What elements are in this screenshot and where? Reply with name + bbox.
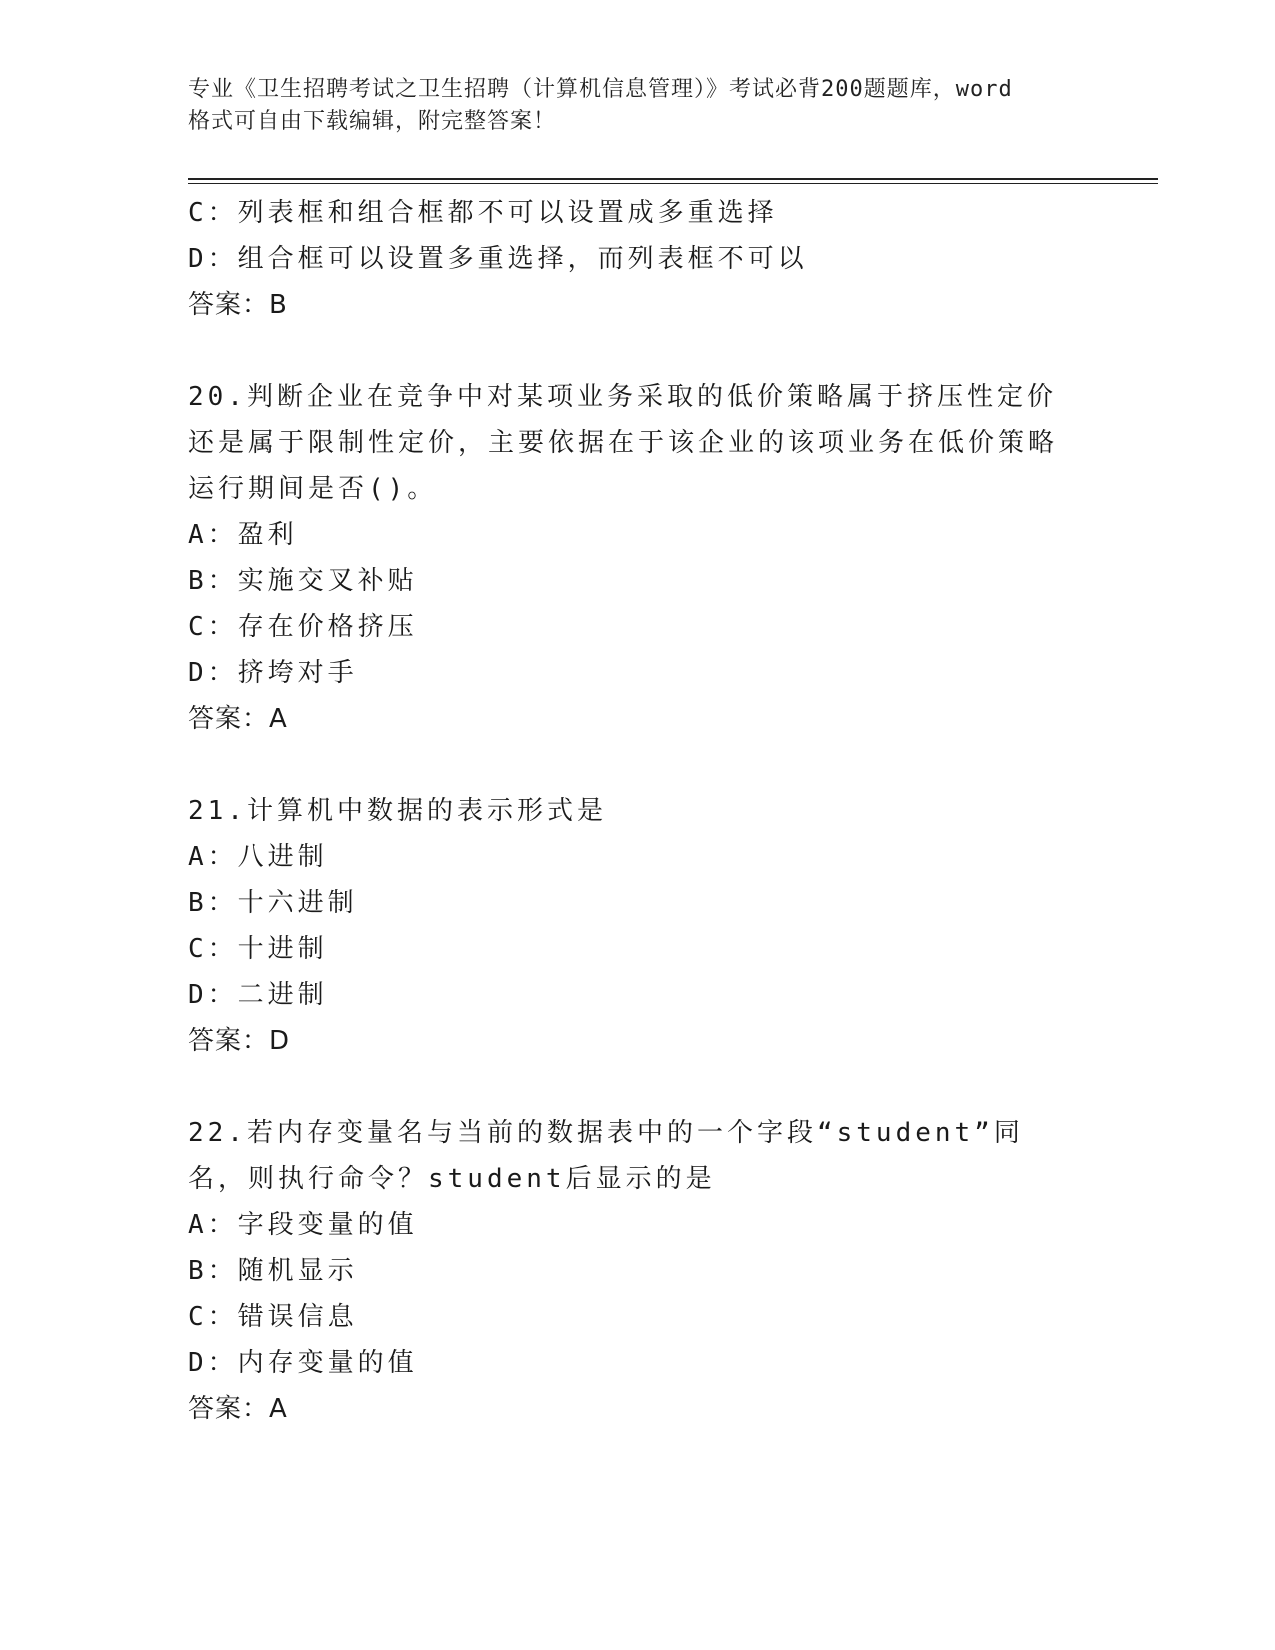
question-19-tail [188, 190, 1088, 328]
question-text: 22.若内存变量名与当前的数据表中的一个字段“student”同名，则执行命令？student后显示的是 [188, 1118, 1024, 1194]
option-b: B：实施交叉补贴 [188, 566, 418, 596]
question-21 [188, 788, 1088, 1064]
header-divider-thin [188, 183, 1158, 184]
option-d: D：组合框可以设置多重选择，而列表框不可以 [188, 244, 808, 274]
spacer [188, 1064, 1088, 1110]
question-text: 21.计算机中数据的表示形式是 [188, 796, 607, 826]
question-22 [188, 1110, 1088, 1432]
question-list [188, 190, 1088, 1432]
option-c: C：错误信息 [188, 1302, 358, 1332]
option-c: C：列表框和组合框都不可以设置成多重选择 [188, 198, 778, 228]
answer: 答案：B [188, 290, 288, 320]
option-a: A：字段变量的值 [188, 1210, 418, 1240]
option-c: C：十进制 [188, 934, 328, 964]
question-text: 20.判断企业在竞争中对某项业务采取的低价策略属于挤压性定价还是属于限制性定价，主要依据在于该企业的该项业务在低价策略运行期间是否()。 [188, 382, 1059, 504]
spacer [188, 328, 1088, 374]
question-20 [188, 374, 1088, 742]
header-divider-thick [188, 178, 1158, 180]
answer: 答案：A [188, 704, 288, 734]
answer: 答案：D [188, 1026, 291, 1056]
answer: 答案：A [188, 1394, 288, 1424]
option-a: A：八进制 [188, 842, 328, 872]
option-c: C：存在价格挤压 [188, 612, 418, 642]
option-b: B：十六进制 [188, 888, 358, 918]
option-b: B：随机显示 [188, 1256, 358, 1286]
spacer [188, 742, 1088, 788]
header-line-1: 专业《卫生招聘考试之卫生招聘（计算机信息管理）》考试必背200题题库，word [188, 77, 1013, 102]
option-a: A：盈利 [188, 520, 298, 550]
option-d: D：内存变量的值 [188, 1348, 418, 1378]
option-d: D：挤垮对手 [188, 658, 358, 688]
option-d: D：二进制 [188, 980, 328, 1010]
document-header [188, 74, 1088, 138]
header-line-2: 格式可自由下载编辑，附完整答案！ [188, 109, 557, 134]
